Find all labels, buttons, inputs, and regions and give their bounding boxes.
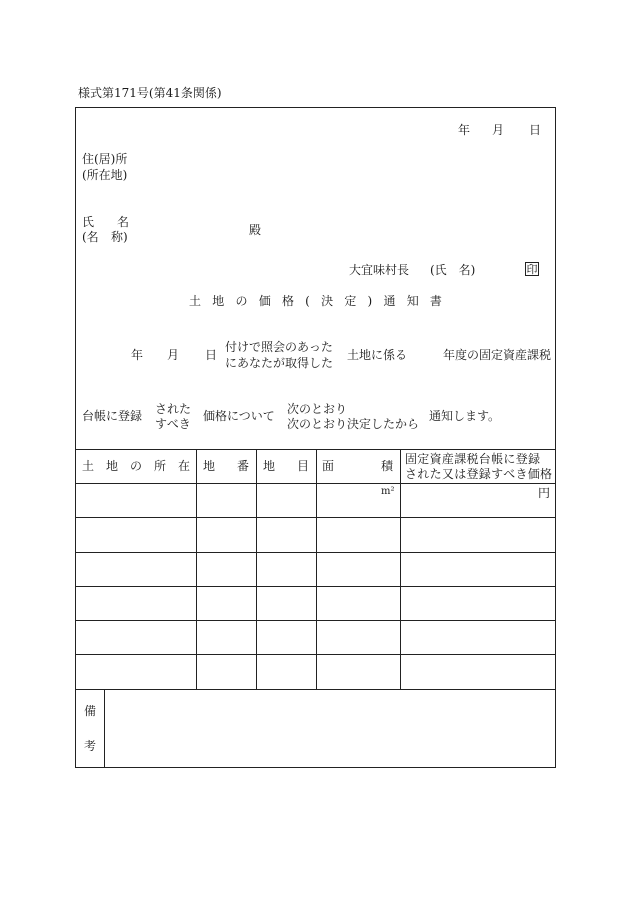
cell-price[interactable] [401, 655, 555, 688]
decided-text: 次のとおり決定したから [287, 417, 420, 431]
cell-category[interactable] [257, 484, 316, 517]
header-location-char: 在 [177, 459, 190, 473]
date-year-label: 年 [458, 123, 471, 137]
document-title-char: 地 [212, 294, 225, 308]
header-land-category-char: 目 [296, 459, 309, 473]
header-price-line2: された又は登録すべき価格 [405, 467, 553, 481]
header-area [322, 460, 393, 472]
address-sub-label: (所在地) [82, 168, 128, 182]
cell-area[interactable] [317, 518, 400, 551]
header-location-char: 所 [153, 459, 166, 473]
cell-location[interactable] [76, 484, 196, 517]
cell-lot[interactable] [197, 553, 256, 586]
name-sub-label-close: 称) [111, 230, 128, 244]
price-about-text: 価格について [203, 409, 275, 423]
cell-price[interactable] [401, 621, 555, 654]
header-location-char: 土 [82, 459, 95, 473]
inquiry-text: 付けで照会のあった [225, 340, 333, 354]
document-title-char: 通 [383, 294, 396, 308]
cell-area[interactable] [317, 553, 400, 586]
price-unit: 円 [538, 486, 551, 500]
cell-location[interactable] [76, 553, 196, 586]
header-location-char: 地 [105, 459, 118, 473]
document-title-char: の [235, 294, 248, 308]
cell-lot[interactable] [197, 518, 256, 551]
document-title-char: 定 [344, 294, 357, 308]
cell-category[interactable] [257, 518, 316, 551]
header-area-char: 面 [322, 459, 335, 473]
cell-location[interactable] [76, 621, 196, 654]
document-title-char: 格 [281, 294, 294, 308]
tax-year-text: 年度の固定資産課税 [443, 348, 552, 362]
cell-lot[interactable] [197, 484, 256, 517]
name-sub-label-open: (名 [82, 230, 99, 244]
honorific: 殿 [249, 223, 262, 237]
document-title-char: 価 [258, 294, 271, 308]
cell-price[interactable] [401, 553, 555, 586]
cell-price[interactable] [401, 484, 555, 517]
name-label-c1: 氏 [82, 215, 95, 229]
header-lot-number [203, 460, 249, 472]
issuer-title: 大宜味村長 [349, 263, 410, 277]
notify-text: 通知します。 [429, 409, 501, 423]
header-lot-number-char: 地 [203, 459, 216, 473]
land-related-text: 土地に係る [347, 348, 408, 362]
cell-category[interactable] [257, 655, 316, 688]
remarks-field[interactable] [105, 690, 555, 767]
remarks-label-c2: 考 [84, 739, 97, 753]
cell-lot[interactable] [197, 587, 256, 620]
cell-price[interactable] [401, 518, 555, 551]
header-location [82, 460, 190, 472]
date-day-label: 日 [529, 123, 542, 137]
document-title-char: ) [367, 294, 373, 308]
cell-location[interactable] [76, 518, 196, 551]
body-day-label: 日 [205, 348, 218, 362]
cell-lot[interactable] [197, 621, 256, 654]
body-year-label: 年 [131, 348, 144, 362]
date-month-label: 月 [492, 123, 505, 137]
remarks-label-c1: 備 [84, 704, 97, 718]
document-title-char: 書 [429, 294, 442, 308]
document-title-char: 知 [406, 294, 419, 308]
header-area-char: 積 [380, 459, 393, 473]
seal-mark: 印 [526, 263, 538, 276]
cell-category[interactable] [257, 553, 316, 586]
document-title-char: 土 [189, 294, 202, 308]
cell-area[interactable] [317, 621, 400, 654]
cell-category[interactable] [257, 587, 316, 620]
header-price-line1: 固定資産課税台帳に登録 [405, 452, 541, 466]
address-label: 住(居)所 [82, 152, 128, 166]
registered-text: された [155, 402, 192, 416]
area-unit: m² [381, 486, 395, 497]
issuer-name-label: (氏 名) [430, 263, 476, 277]
cell-location[interactable] [76, 587, 196, 620]
header-lot-number-char: 番 [236, 459, 249, 473]
body-month-label: 月 [167, 348, 180, 362]
cell-lot[interactable] [197, 655, 256, 688]
document-title-char: ( [305, 294, 310, 308]
cell-area[interactable] [317, 655, 400, 688]
header-land-category [263, 460, 309, 472]
document-title-char: 決 [321, 294, 334, 308]
should-register-text: すべき [155, 417, 191, 431]
as-follows-text: 次のとおり [287, 402, 348, 416]
cell-price[interactable] [401, 587, 555, 620]
header-land-category-char: 地 [263, 459, 276, 473]
acquired-text: にあなたが取得した [225, 356, 334, 370]
ledger-text: 台帳に登録 [82, 409, 143, 423]
cell-location[interactable] [76, 655, 196, 688]
form-number: 様式第171号(第41条関係) [78, 86, 222, 100]
document-title [189, 295, 442, 307]
name-label-c2: 名 [117, 215, 130, 229]
header-location-char: の [129, 459, 142, 473]
cell-category[interactable] [257, 621, 316, 654]
cell-area[interactable] [317, 587, 400, 620]
